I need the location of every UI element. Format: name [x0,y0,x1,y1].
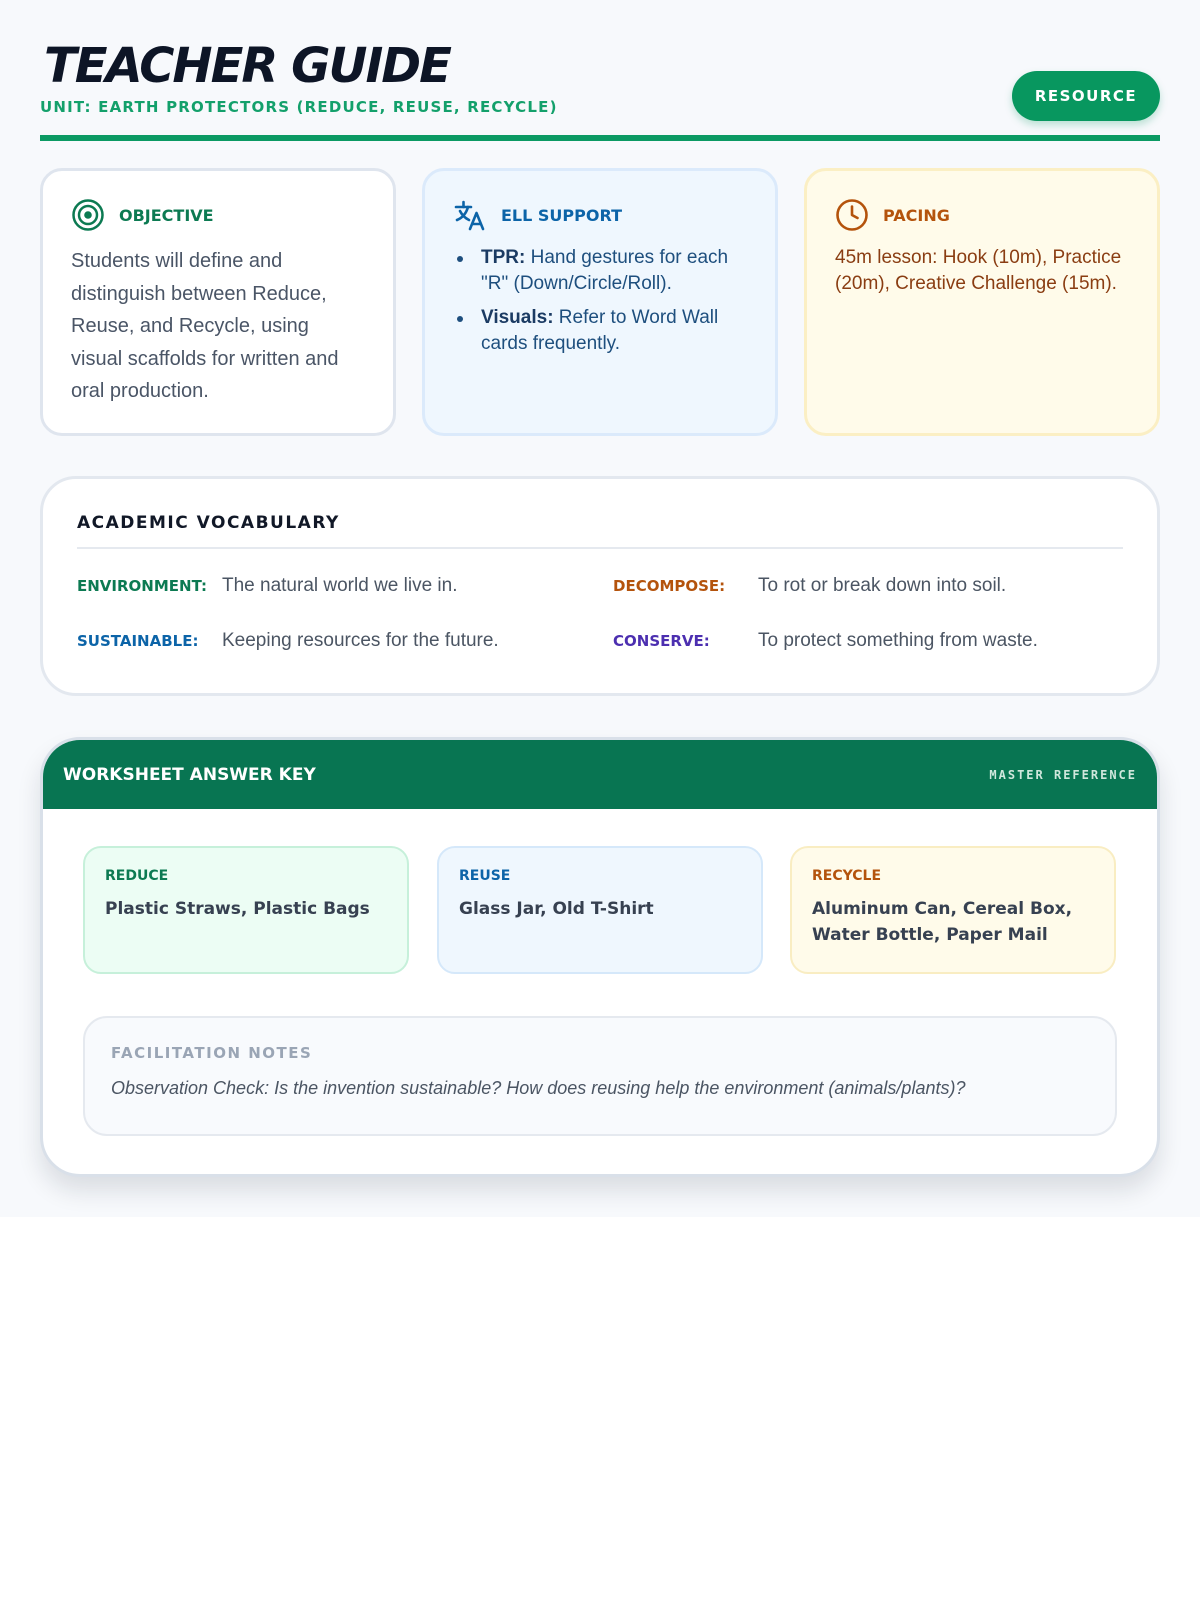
pacing-label: PACING [883,205,950,225]
ell-term: Visuals: [481,307,554,328]
bin-label: REDUCE [105,868,169,884]
list-item [453,305,747,357]
facilitation-notes [83,1016,1117,1136]
vocab-term: CONSERVE: [613,632,710,650]
vocab-term: DECOMPOSE: [613,577,726,595]
bin-label: REUSE [459,868,511,884]
bin-items: Glass Jar, Old T-Shirt [459,899,654,919]
list-item [453,245,747,297]
master-reference-tag: MASTER REFERENCE [989,767,1137,782]
vocab-definition: To rot or break down into soil. [758,575,1007,596]
vocab-definition: Keeping resources for the future. [222,630,499,651]
objective-card [40,168,396,436]
notes-text: Observation Check: Is the invention sustainable? How does reusing help the environment (animals/plants)? [111,1078,966,1098]
bin-items: Plastic Straws, Plastic Bags [105,899,370,919]
ell-term: TPR: [481,247,526,268]
answer-key-panel [40,737,1160,1177]
ell-text: Hand gestures for each "R" (Down/Circle/Roll). [481,247,729,294]
header [40,0,1160,141]
vocab-definition: The natural world we live in. [222,575,458,596]
reduce-bin [83,846,409,974]
bin-label: RECYCLE [812,868,882,884]
notes-title: FACILITATION NOTES [111,1044,313,1062]
ell-text: Refer to Word Wall cards frequently. [481,307,719,354]
ell-support-label: ELL SUPPORT [501,205,622,225]
resource-button[interactable]: RESOURCE [1012,71,1160,121]
reuse-bin [437,846,763,974]
info-cards [40,168,1160,436]
ell-support-list [453,245,747,357]
page-title: TEACHER GUIDE [44,38,450,94]
target-icon [71,198,105,232]
vocabulary-title: ACADEMIC VOCABULARY [77,513,1123,549]
answer-key-header [43,740,1157,809]
clock-icon [835,198,869,232]
vocabulary-grid [77,549,1123,659]
pacing-card [804,168,1160,436]
answer-key-title: WORKSHEET ANSWER KEY [63,764,316,785]
vocabulary-panel [40,476,1160,696]
vocab-term: SUSTAINABLE: [77,632,199,650]
vocab-term: ENVIRONMENT: [77,577,207,595]
vocab-definition: To protect something from waste. [758,630,1038,651]
answer-bins [83,846,1117,974]
bin-items: Aluminum Can, Cereal Box, Water Bottle, Paper Mail [812,899,1073,945]
translate-icon [453,198,487,232]
recycle-bin [790,846,1116,974]
objective-label: OBJECTIVE [119,205,214,225]
unit-subtitle: UNIT: EARTH PROTECTORS (REDUCE, REUSE, RECYCLE) [40,98,558,116]
objective-text: Students will define and distinguish between Reduce, Reuse, and Recycle, using visual scaffolds for written and oral production. [71,250,339,402]
pacing-text: 45m lesson: Hook (10m), Practice (20m), Creative Challenge (15m). [835,247,1122,294]
ell-support-card [422,168,778,436]
